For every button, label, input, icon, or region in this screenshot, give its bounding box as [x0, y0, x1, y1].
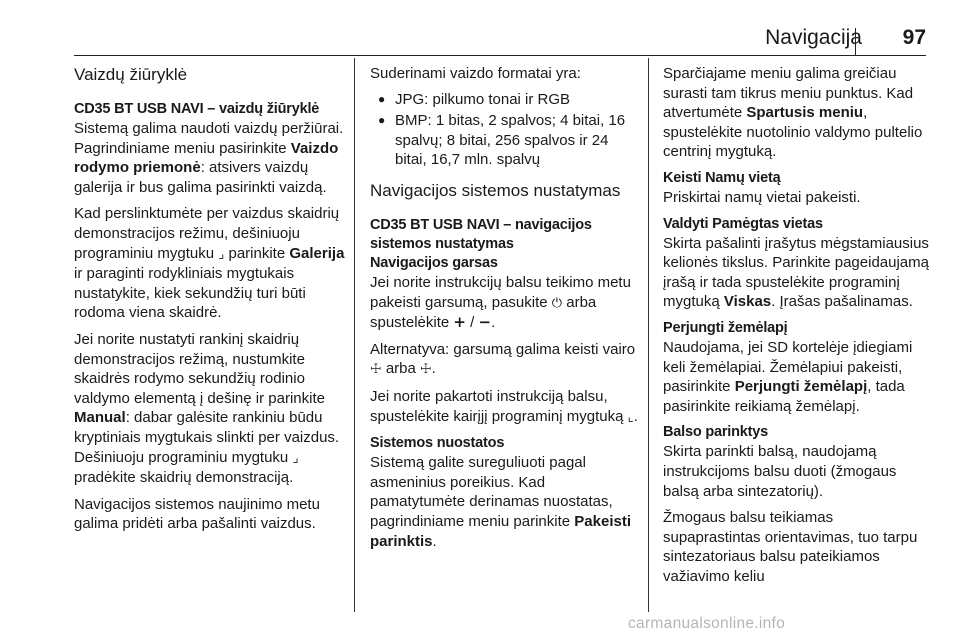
paragraph: Skirta pašalinti įrašytus mėgstamiausius kelionės tikslus. Parinkite pageidaujamą įrašą ir tada spustelėkite programinį mygtuką Viskas. Įrašas pašalinamas.: [663, 234, 929, 311]
header-rule: [74, 55, 926, 56]
volume-knob-icon: ⏻: [551, 295, 563, 311]
volume-up-icon: ☩: [370, 362, 382, 378]
section-heading-image-viewer: Vaizdų žiūryklė: [74, 65, 188, 84]
paragraph: Skirta parinkti balsą, naudojamą instrukcijoms balsu duoti (žmogaus balsą arba sintezatorių).: [663, 443, 897, 500]
paragraph: Jei norite nustatyti rankinį skaidrių demonstracijos režimą, nustumkite skaidrės rodymo sekundžių rodinio valdymo elementą į dešinę ir parinkite Manual: dabar galėsite rankiniu būdu kryptiniais mygtukais slinkti per vaizdus. Dešiniuoju programiniu mygtuku ⌟ pradėkite skaidrių demonstraciją.: [74, 330, 340, 487]
page-number: 97: [902, 26, 926, 49]
topic-title: Valdyti Pamėgtas vietas: [663, 215, 823, 232]
paragraph: Sistemą galima naudoti vaizdų peržiūrai. Pagrindiniame meniu pasirinkite Vaizdo rodymo priemonė: atsivers vaizdų galerija ir bus galima pasirinkti vaizdą.: [74, 120, 344, 196]
paragraph: Navigacijos sistemos naujinimo metu galima pridėti arba pašalinti vaizdus.: [74, 495, 320, 533]
header-divider-tick: [855, 28, 856, 55]
paragraph: Priskirtai namų vietai pakeisti.: [663, 188, 861, 206]
topic-title: Perjungti žemėlapį: [663, 319, 788, 336]
watermark: carmanualsonline.info: [628, 615, 786, 632]
column-divider-2: [648, 58, 649, 612]
plus-icon: +: [453, 313, 466, 332]
list-item: ● JPG: pilkumo tonai ir RGB: [370, 90, 642, 110]
chapter-title: Navigacija: [765, 26, 862, 49]
paragraph: Jei norite instrukcijų balsu teikimo metu pakeisti garsumą, pasukite ⏻ arba spustelėkite + / −.: [370, 273, 631, 332]
topic-title: Keisti Namų vietą: [663, 169, 781, 186]
paragraph: Naudojama, jei SD kortelėje įdiegiami keli žemėlapiai. Žemėlapiui pakeisti, pasirinkite Perjungti žemėlapį, tada pasirinkite reikiamą žemėlapį.: [663, 338, 913, 415]
formats-intro: Suderinami vaizdo formatai yra:: [370, 65, 581, 82]
section-heading-nav-settings: Navigacijos sistemos nustatymas: [370, 180, 621, 200]
volume-down-icon: ☩: [420, 362, 432, 378]
minus-icon: −: [478, 313, 492, 332]
column-1: [74, 64, 346, 541]
formats-list: [370, 90, 642, 170]
paragraph: Jei norite pakartoti instrukciją balsu, spustelėkite kairįjį programinį mygtuką ⌞.: [370, 387, 638, 425]
right-softkey-icon: ⌟: [292, 450, 299, 466]
paragraph: Žmogaus balsu teikiamas supaprastintas orientavimas, tuo tarpu sintezatoriaus balsu pateikiamos važiavimo keliu: [663, 509, 918, 585]
list-item: ● BMP: 1 bitas, 2 spalvos; 4 bitai, 16 spalvų; 8 bitai, 256 spalvos ir 24 bitai, 16,7 mln. spalvų: [370, 111, 642, 170]
paragraph: Kad perslinktumėte per vaizdus skaidrių demonstracijos režimu, dešiniuoju programiniu mygtuku ⌟ parinkite Galerija ir paraginti rodykliniais mygtukais nustatykite, kiek sekundžių turi būti rodoma viena skaidrė.: [74, 205, 345, 322]
subheading-image-viewer: CD35 BT USB NAVI – vaizdų žiūryklė: [74, 101, 320, 117]
topic-title: Sistemos nuostatos: [370, 435, 505, 452]
left-softkey-icon: ⌞: [627, 409, 634, 425]
right-softkey-icon: ⌟: [218, 246, 225, 262]
column-3: [663, 64, 931, 593]
topic-title: Balso parinktys: [663, 424, 768, 441]
paragraph: Alternatyva: garsumą galima keisti vairo ☩ arba ☩.: [370, 340, 636, 378]
paragraph: Sparčiajame meniu galima greičiau surasti tam tikrus meniu punktus. Kad atvertumėte Spartusis meniu, spustelėkite nuotolinio valdymo pultelio centrinį mygtuką.: [663, 65, 923, 161]
column-2: [370, 64, 642, 558]
topic-title: Navigacijos garsas: [370, 254, 498, 271]
paragraph: Sistemą galite sureguliuoti pagal asmeninius poreikius. Kad pamatytumėte derinamas nuostatas, pagrindiniame meniu parinkite Pakeisti parinktis.: [370, 454, 631, 550]
subheading-nav-settings: CD35 BT USB NAVI – navigacijos sistemos nustatymas: [370, 216, 592, 252]
column-divider-1: [354, 58, 355, 612]
